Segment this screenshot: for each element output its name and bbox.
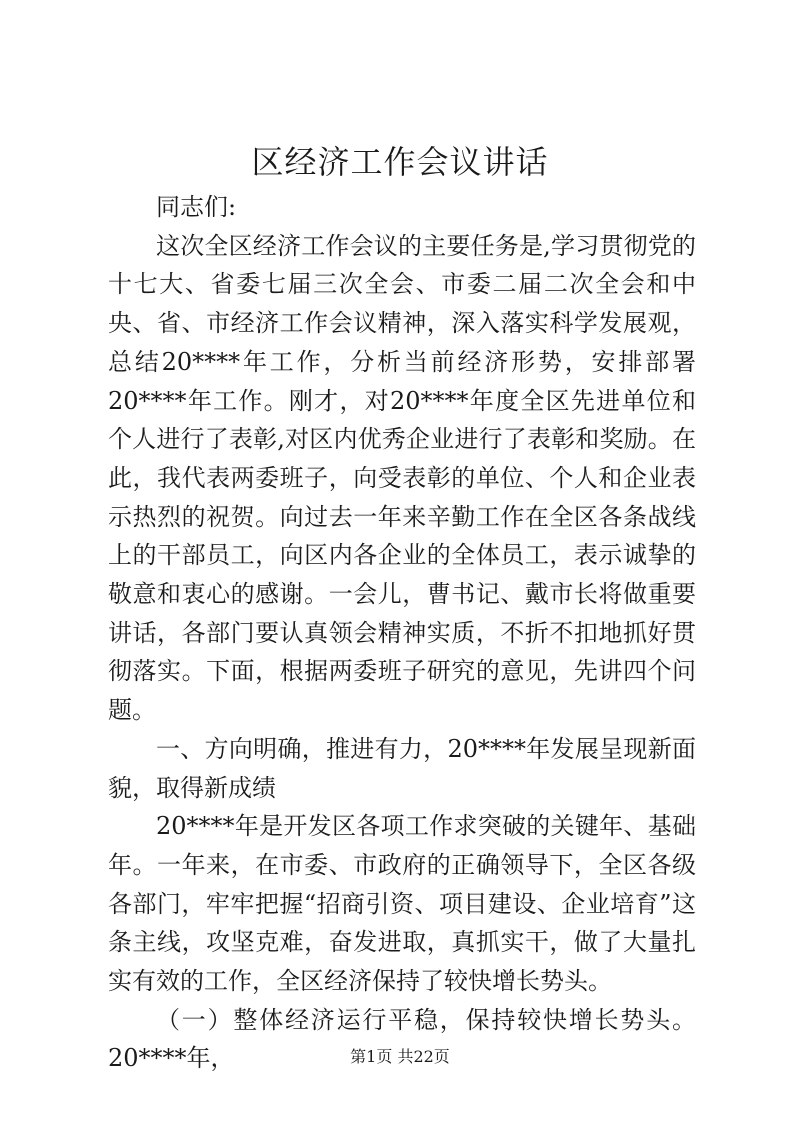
intro-paragraph: 这次全区经济工作会议的主要任务是,学习贯彻党的十七大、省委七届三次全会、市委二届二次全会和中央、省、市经济工作会议精神，深入落实科学发展观，总结20****年工作，分析当前经济形势，安排部署20****年工作。刚才，对20****年度全区先进单位和个人进行了表彰,对区内优秀企业进行了表彰和奖励。在此，我代表两委班子，向受表彰的单位、个人和企业表示热烈的祝贺。向过去一年来辛勤工作在全区各条战线上的干部员工，向区内各企业的全体员工，表示诚挚的敬意和衷心的感谢。一会儿，曹书记、戴市长将做重要讲话，各部门要认真领会精神实质，不折不扣地抓好贯彻落实。下面，根据两委班子研究的意见，先讲四个问题。 [108,231,696,725]
section-heading-paragraph: 一、方向明确，推进有力，20****年发展呈现新面貌，取得新成绩 [108,734,696,802]
page-number-footer: 第1页 共22页 [350,1047,450,1066]
body-paragraph: 20****年是开发区各项工作求突破的关键年、基础年。一年来，在市委、市政府的正确领导下，全区各级各部门，牢牢把握“招商引资、项目建设、企业培育”这条主线，攻坚克难，奋发进取，真抓实干，做了大量扎实有效的工作，全区经济保持了较快增长势头。 [108,812,696,996]
document-body [108,188,696,1078]
subsection-paragraph: （一）整体经济运行平稳，保持较快增长势头。20****年， [108,1005,696,1073]
salutation-paragraph: 同志们: [156,193,237,221]
document-title: 区经济工作会议讲话 [251,143,549,181]
